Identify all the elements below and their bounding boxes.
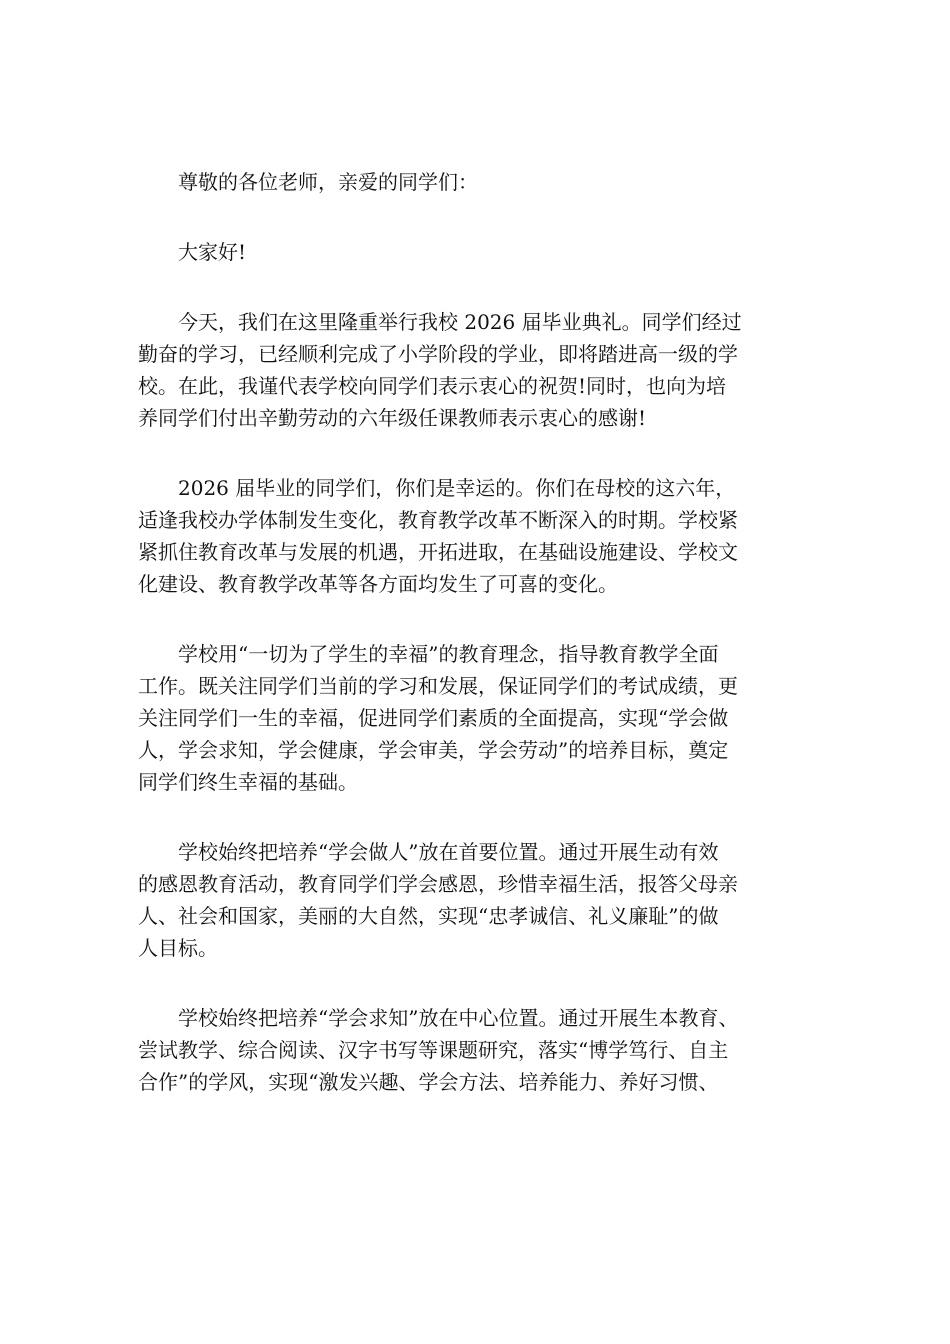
text-line: 2026 届毕业的同学们，你们是幸运的。你们在母校的这六年， [138, 476, 736, 500]
paragraph-ceremony [138, 306, 822, 434]
text-line: 关注同学们一生的幸福，促进同学们素质的全面提高，实现“学会做 [138, 706, 729, 730]
text-line: 尝试教学、综合阅读、汉字书写等课题研究，落实“博学笃行、自主 [138, 1038, 729, 1062]
text-line: 同学们终生幸福的基础。 [138, 770, 358, 794]
text-line: 校。在此，我谨代表学校向同学们表示衷心的祝贺!同时，也向为培 [138, 374, 727, 398]
text-line: 适逢我校办学体制发生变化，教育教学改革不断深入的时期。学校紧 [138, 508, 738, 532]
paragraph-salutation [138, 236, 822, 268]
text-line: 大家好! [138, 240, 247, 264]
text-line: 人、社会和国家，美丽的大自然，实现“忠孝诚信、礼义廉耻”的做 [138, 904, 719, 928]
text-line: 化建设、教育教学改革等各方面均发生了可喜的变化。 [138, 572, 618, 596]
paragraph-philosophy [138, 638, 822, 798]
text-line: 养同学们付出辛勤劳动的六年级任课教师表示衷心的感谢! [138, 406, 647, 430]
paragraph-character [138, 836, 822, 964]
text-line: 勤奋的学习，已经顺利完成了小学阶段的学业，即将踏进高一级的学 [138, 342, 738, 366]
text-line: 人，学会求知，学会健康，学会审美，学会劳动”的培养目标，奠定 [138, 738, 729, 762]
text-line: 尊敬的各位老师，亲爱的同学们： [138, 170, 478, 194]
text-line: 今天，我们在这里隆重举行我校 2026 届毕业典礼。同学们经过 [138, 310, 742, 334]
text-line: 的感恩教育活动，教育同学们学会感恩，珍惜幸福生活，报答父母亲 [138, 872, 738, 896]
paragraph-greeting [138, 166, 822, 198]
text-line: 学校始终把培养“学会做人”放在首要位置。通过开展生动有效 [138, 840, 719, 864]
speech-body [138, 166, 822, 1098]
paragraph-learning [138, 1002, 822, 1098]
text-line: 学校用“一切为了学生的幸福”的教育理念，指导教育教学全面 [138, 642, 719, 666]
text-line: 学校始终把培养“学会求知”放在中心位置。通过开展生本教育、 [138, 1006, 739, 1030]
text-line: 紧抓住教育改革与发展的机遇，开拓进取，在基础设施建设、学校文 [138, 540, 738, 564]
text-line: 工作。既关注同学们当前的学习和发展，保证同学们的考试成绩，更 [138, 674, 738, 698]
text-line: 人目标。 [138, 936, 218, 960]
paragraph-fortunate [138, 472, 822, 600]
text-line: 合作”的学风，实现“激发兴趣、学会方法、培养能力、养好习惯、 [138, 1070, 719, 1094]
